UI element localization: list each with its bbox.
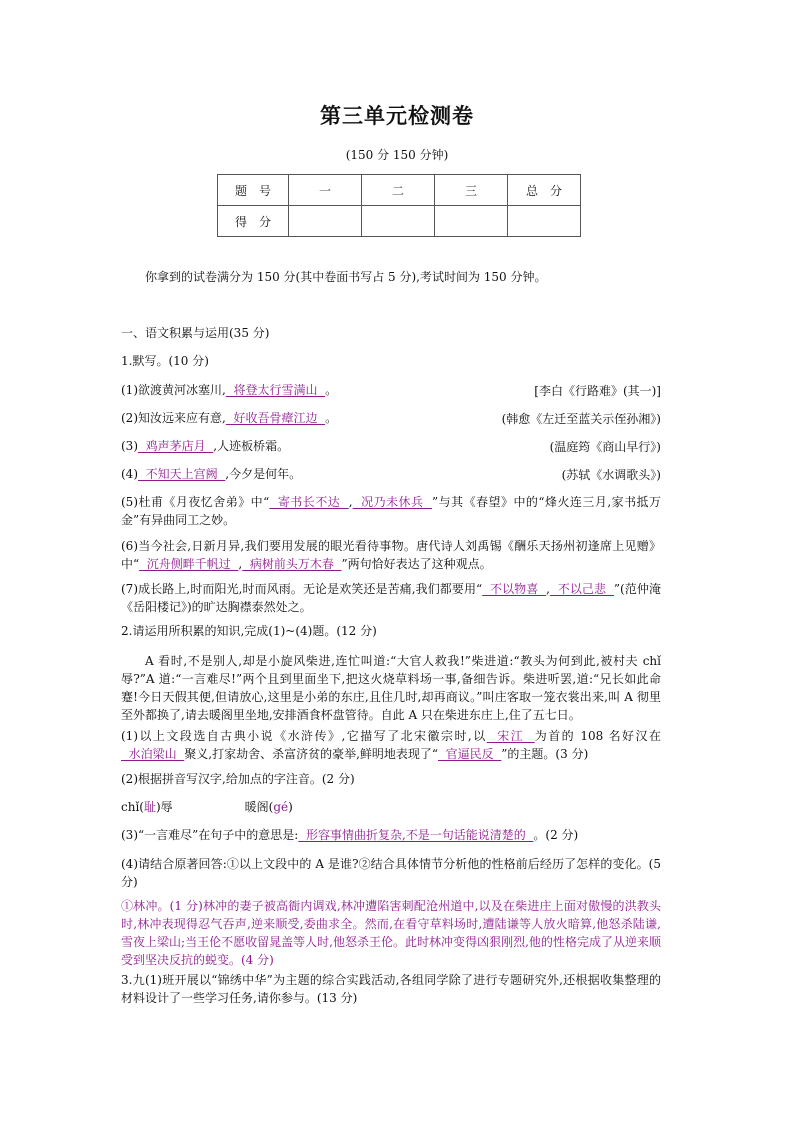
item-text: )辱 bbox=[155, 800, 173, 814]
answer-text: gé bbox=[273, 800, 289, 814]
item-text: chǐ( bbox=[121, 800, 144, 814]
answer-text: 沉舟侧畔千帆过 bbox=[139, 557, 239, 571]
answer-text: 不以己悲 bbox=[549, 582, 614, 596]
answer-text: 不知天上宫阙 bbox=[138, 467, 226, 481]
item-text: (5)杜甫《月夜忆舍弟》中“ bbox=[121, 495, 270, 509]
table-header-cell: 三 bbox=[435, 175, 508, 206]
table-header-cell: 题 号 bbox=[218, 175, 289, 206]
answer-text: 耻 bbox=[143, 800, 156, 814]
page-title: 第三单元检测卷 bbox=[320, 103, 474, 128]
item-text: 聚义,打家劫舍、杀富济贫的豪举,鲜明地表现了“ bbox=[184, 747, 439, 761]
q2-sub-4-answer: ①林冲。(1 分)林冲的妻子被高衙内调戏,林冲遭陷害刺配沧州道中,以及在柴进庄上面对傲慢的洪教头时,林冲表现得忍气吞声,逆来顺受,委曲求全。然而,在看守草料场时,遭陆谦等人放火暗算,他怒杀陆谦,雪夜上梁山;当王伦不愿收留晁盖等人时,他怒杀王伦。此时林冲变得凶狠刚烈,他的性格完成了从逆来顺受到坚决反抗的蜕变。(4 分) bbox=[121, 899, 661, 967]
q2-sub-4-title: (4)请结合原著回答:①以上文段中的 A 是谁?②结合具体情节分析他的性格前后经历了怎样的变化。(5 分) bbox=[121, 857, 661, 889]
item-text: ”的主题。(3 分) bbox=[501, 747, 589, 761]
answer-text: 寄书长不达 bbox=[269, 495, 349, 509]
item-text: ,今夕是何年。 bbox=[225, 467, 302, 481]
score-cell bbox=[508, 206, 581, 237]
item-text: 。(2 分) bbox=[533, 828, 579, 842]
score-table-header-row bbox=[218, 175, 581, 206]
answer-text: 水泊梁山 bbox=[121, 747, 185, 761]
q2-sub-3 bbox=[121, 827, 661, 844]
answer-text: 鸡声茅店月 bbox=[138, 439, 214, 453]
q2-passage: A 看时,不是别人,却是小旋风柴进,连忙叫道:“大官人救我!”柴进道:“教头为何到此,被村夫 chǐ 辱?”A 道:“一言难尽!”两个且到里面坐下,把这火烧草料场一事,备细告诉。柴进听罢,道:“兄长如此命蹇!今日天假其便,但请放心,这里是小弟的东庄,且住几时,却再商议。”叫庄客取一笼衣裳出来,叫 A 彻里至外都换了,请去暖阁里坐地,安排酒食杯盘管待。自此 A 只在柴进东庄上,住了五七日。 bbox=[121, 654, 661, 722]
item-text: (2)知汝远来应有意, bbox=[121, 411, 226, 425]
q2-sub-2-answers bbox=[121, 799, 661, 816]
answer-text: 形容事情曲折复杂,不是一句话能说清楚的 bbox=[298, 828, 534, 842]
item-text: , bbox=[348, 495, 353, 509]
page-subtitle: (150 分 150 分钟) bbox=[345, 148, 449, 162]
item-text: ”(范仲淹《岳阳楼记》)的旷达胸襟泰然处之。 bbox=[121, 582, 661, 614]
item-text: ) bbox=[288, 800, 293, 814]
answer-text: 好收吾骨瘴江边 bbox=[225, 411, 326, 425]
answer-text: 况乃未休兵 bbox=[352, 495, 433, 509]
q1-item-5 bbox=[121, 493, 661, 529]
item-text: (1)以上文段选自古典小说《水浒传》,它描写了北宋徽宗时,以 bbox=[121, 729, 487, 743]
answer-text: 不以物喜 bbox=[482, 582, 547, 596]
table-header-cell: 总 分 bbox=[508, 175, 581, 206]
item-text: ,人迹板桥霜。 bbox=[213, 439, 290, 453]
q1-item-7 bbox=[121, 580, 661, 616]
q1-item-2-source: (韩愈《左迁至蓝关示侄孙湘》) bbox=[501, 412, 661, 426]
item-text: , bbox=[546, 582, 550, 596]
item-text: (6)当今社会,日新月异,我们要用发展的眼光看待事物。唐代诗人刘禹锡《酬乐天扬州初逢席上见赠》中“ bbox=[121, 539, 661, 571]
q1-item-1-source: [李白《行路难》(其一)] bbox=[534, 384, 661, 398]
q2-sub-2-title: (2)根据拼音写汉字,给加点的字注音。(2 分) bbox=[121, 772, 355, 786]
answer-text: 病树前头万木春 bbox=[242, 557, 342, 571]
exam-intro: 你拿到的试卷满分为 150 分(其中卷面书写占 5 分),考试时间为 150 分钟。 bbox=[145, 270, 547, 284]
q1-item-4-source: (苏轼《水调歌头》) bbox=[561, 468, 661, 482]
answer-text: 官逼民反 bbox=[438, 747, 502, 761]
q1-item-6 bbox=[121, 537, 661, 573]
score-cell bbox=[435, 206, 508, 237]
score-table bbox=[217, 174, 581, 237]
item-text: (1)欲渡黄河冰塞川, bbox=[121, 383, 226, 397]
answer-text: 宋江 bbox=[486, 729, 535, 743]
answer-text: 将登太行雪满山 bbox=[225, 383, 326, 397]
table-header-cell: 一 bbox=[289, 175, 362, 206]
item-text: (7)成长路上,时而阳光,时而风雨。无论是欢笑还是苦痛,我们都要用“ bbox=[121, 582, 483, 596]
item-text: (4) bbox=[121, 467, 138, 481]
item-text: , bbox=[238, 557, 243, 571]
item-text: ”与其《春望》中的“烽火连三月,家书抵万金”有异曲同工之妙。 bbox=[121, 495, 662, 527]
question-2-title: 2.请运用所积累的知识,完成(1)~(4)题。(12 分) bbox=[121, 624, 377, 638]
score-cell bbox=[289, 206, 362, 237]
item-text: 暖阁( bbox=[244, 800, 274, 814]
question-3-text: 3.九(1)班开展以“锦绣中华”为主题的综合实践活动,各组同学除了进行专题研究外,还根据收集整理的材料设计了一些学习任务,请你参与。(13 分) bbox=[121, 973, 661, 1005]
question-1-title: 1.默写。(10 分) bbox=[121, 354, 209, 368]
score-cell bbox=[362, 206, 435, 237]
item-text: 。 bbox=[325, 383, 338, 397]
section-heading: 一、语文积累与运用(35 分) bbox=[121, 326, 270, 340]
table-header-cell: 二 bbox=[362, 175, 435, 206]
item-text: (3) bbox=[121, 439, 138, 453]
score-table-score-row bbox=[218, 206, 581, 237]
item-text: 为首的 108 名好汉在 bbox=[534, 729, 661, 743]
q2-sub-1 bbox=[121, 727, 661, 763]
item-text: ”两句恰好表达了这种观点。 bbox=[341, 557, 492, 571]
q1-item-3-source: (温庭筠《商山早行》) bbox=[549, 440, 661, 454]
table-row-label: 得 分 bbox=[218, 206, 289, 237]
item-text: 。 bbox=[325, 411, 338, 425]
item-text: (3)“一言难尽”在句子中的意思是: bbox=[121, 828, 299, 842]
